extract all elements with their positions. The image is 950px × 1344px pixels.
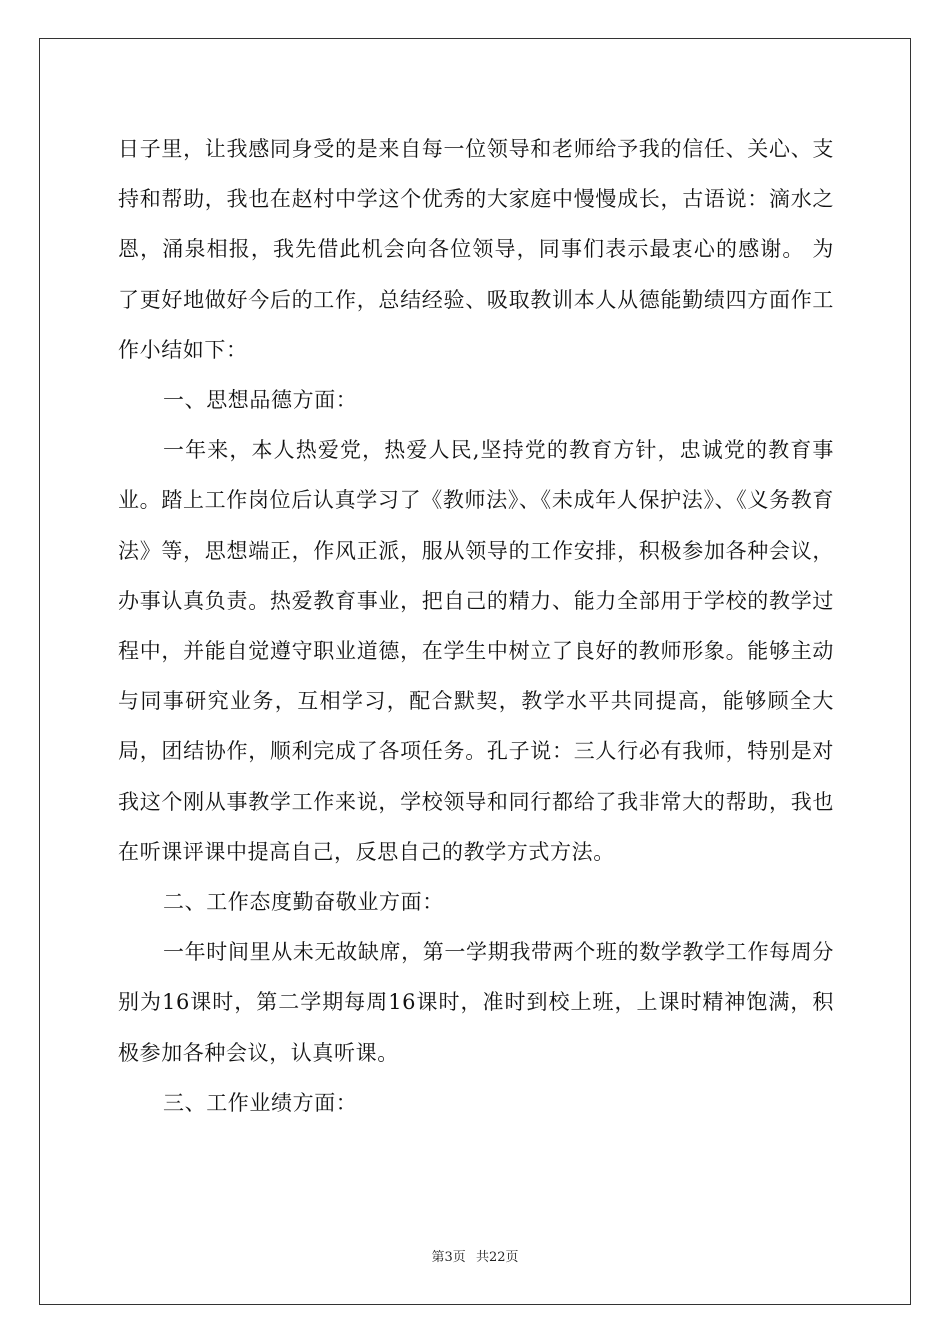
page-total: 共22页 — [475, 1250, 519, 1265]
paragraph-attitude: 一年时间里从未无故缺席，第一学期我带两个班的数学教学工作每周分别为16课时，第二学期每周16课时，准时到校上班，上课时精神饱满，积极参加各种会议，认真听课。 — [118, 940, 834, 1065]
heading-performance: 三、工作业绩方面： — [163, 1090, 358, 1115]
paragraph-intro: 日子里，让我感同身受的是来自每一位领导和老师给予我的信任、关心、支持和帮助，我也在赵村中学这个优秀的大家庭中慢慢成长，古语说：滴水之恩，涌泉相报，我先借此机会向各位领导，同事们表示最衷心的感谢。 为了更好地做好今后的工作，总结经验、吸取教训本人从德能勤绩四方面作工作小结如下： — [118, 137, 834, 362]
heading-attitude: 二、工作态度勤奋敬业方面： — [163, 890, 444, 915]
document-body — [118, 124, 834, 1128]
heading-moral: 一、思想品德方面： — [163, 388, 358, 413]
page-footer — [0, 1246, 950, 1265]
page-number: 第3页 — [431, 1250, 466, 1265]
paragraph-moral: 一年来，本人热爱党，热爱人民,坚持党的教育方针，忠诚党的教育事业。踏上工作岗位后认真学习了《教师法》、《未成年人保护法》、《义务教育法》等，思想端正，作风正派，服从领导的工作安排，积极参加各种会议，办事认真负责。热爱教育事业，把自己的精力、能力全部用于学校的教学过程中，并能自觉遵守职业道德，在学生中树立了良好的教师形象。能够主动与同事研究业务，互相学习，配合默契，教学水平共同提高，能够顾全大局，团结协作，顺利完成了各项任务。孔子说：三人行必有我师，特别是对我这个刚从事教学工作来说，学校领导和同行都给了我非常大的帮助，我也在听课评课中提高自己，反思自己的教学方式方法。 — [118, 438, 834, 864]
